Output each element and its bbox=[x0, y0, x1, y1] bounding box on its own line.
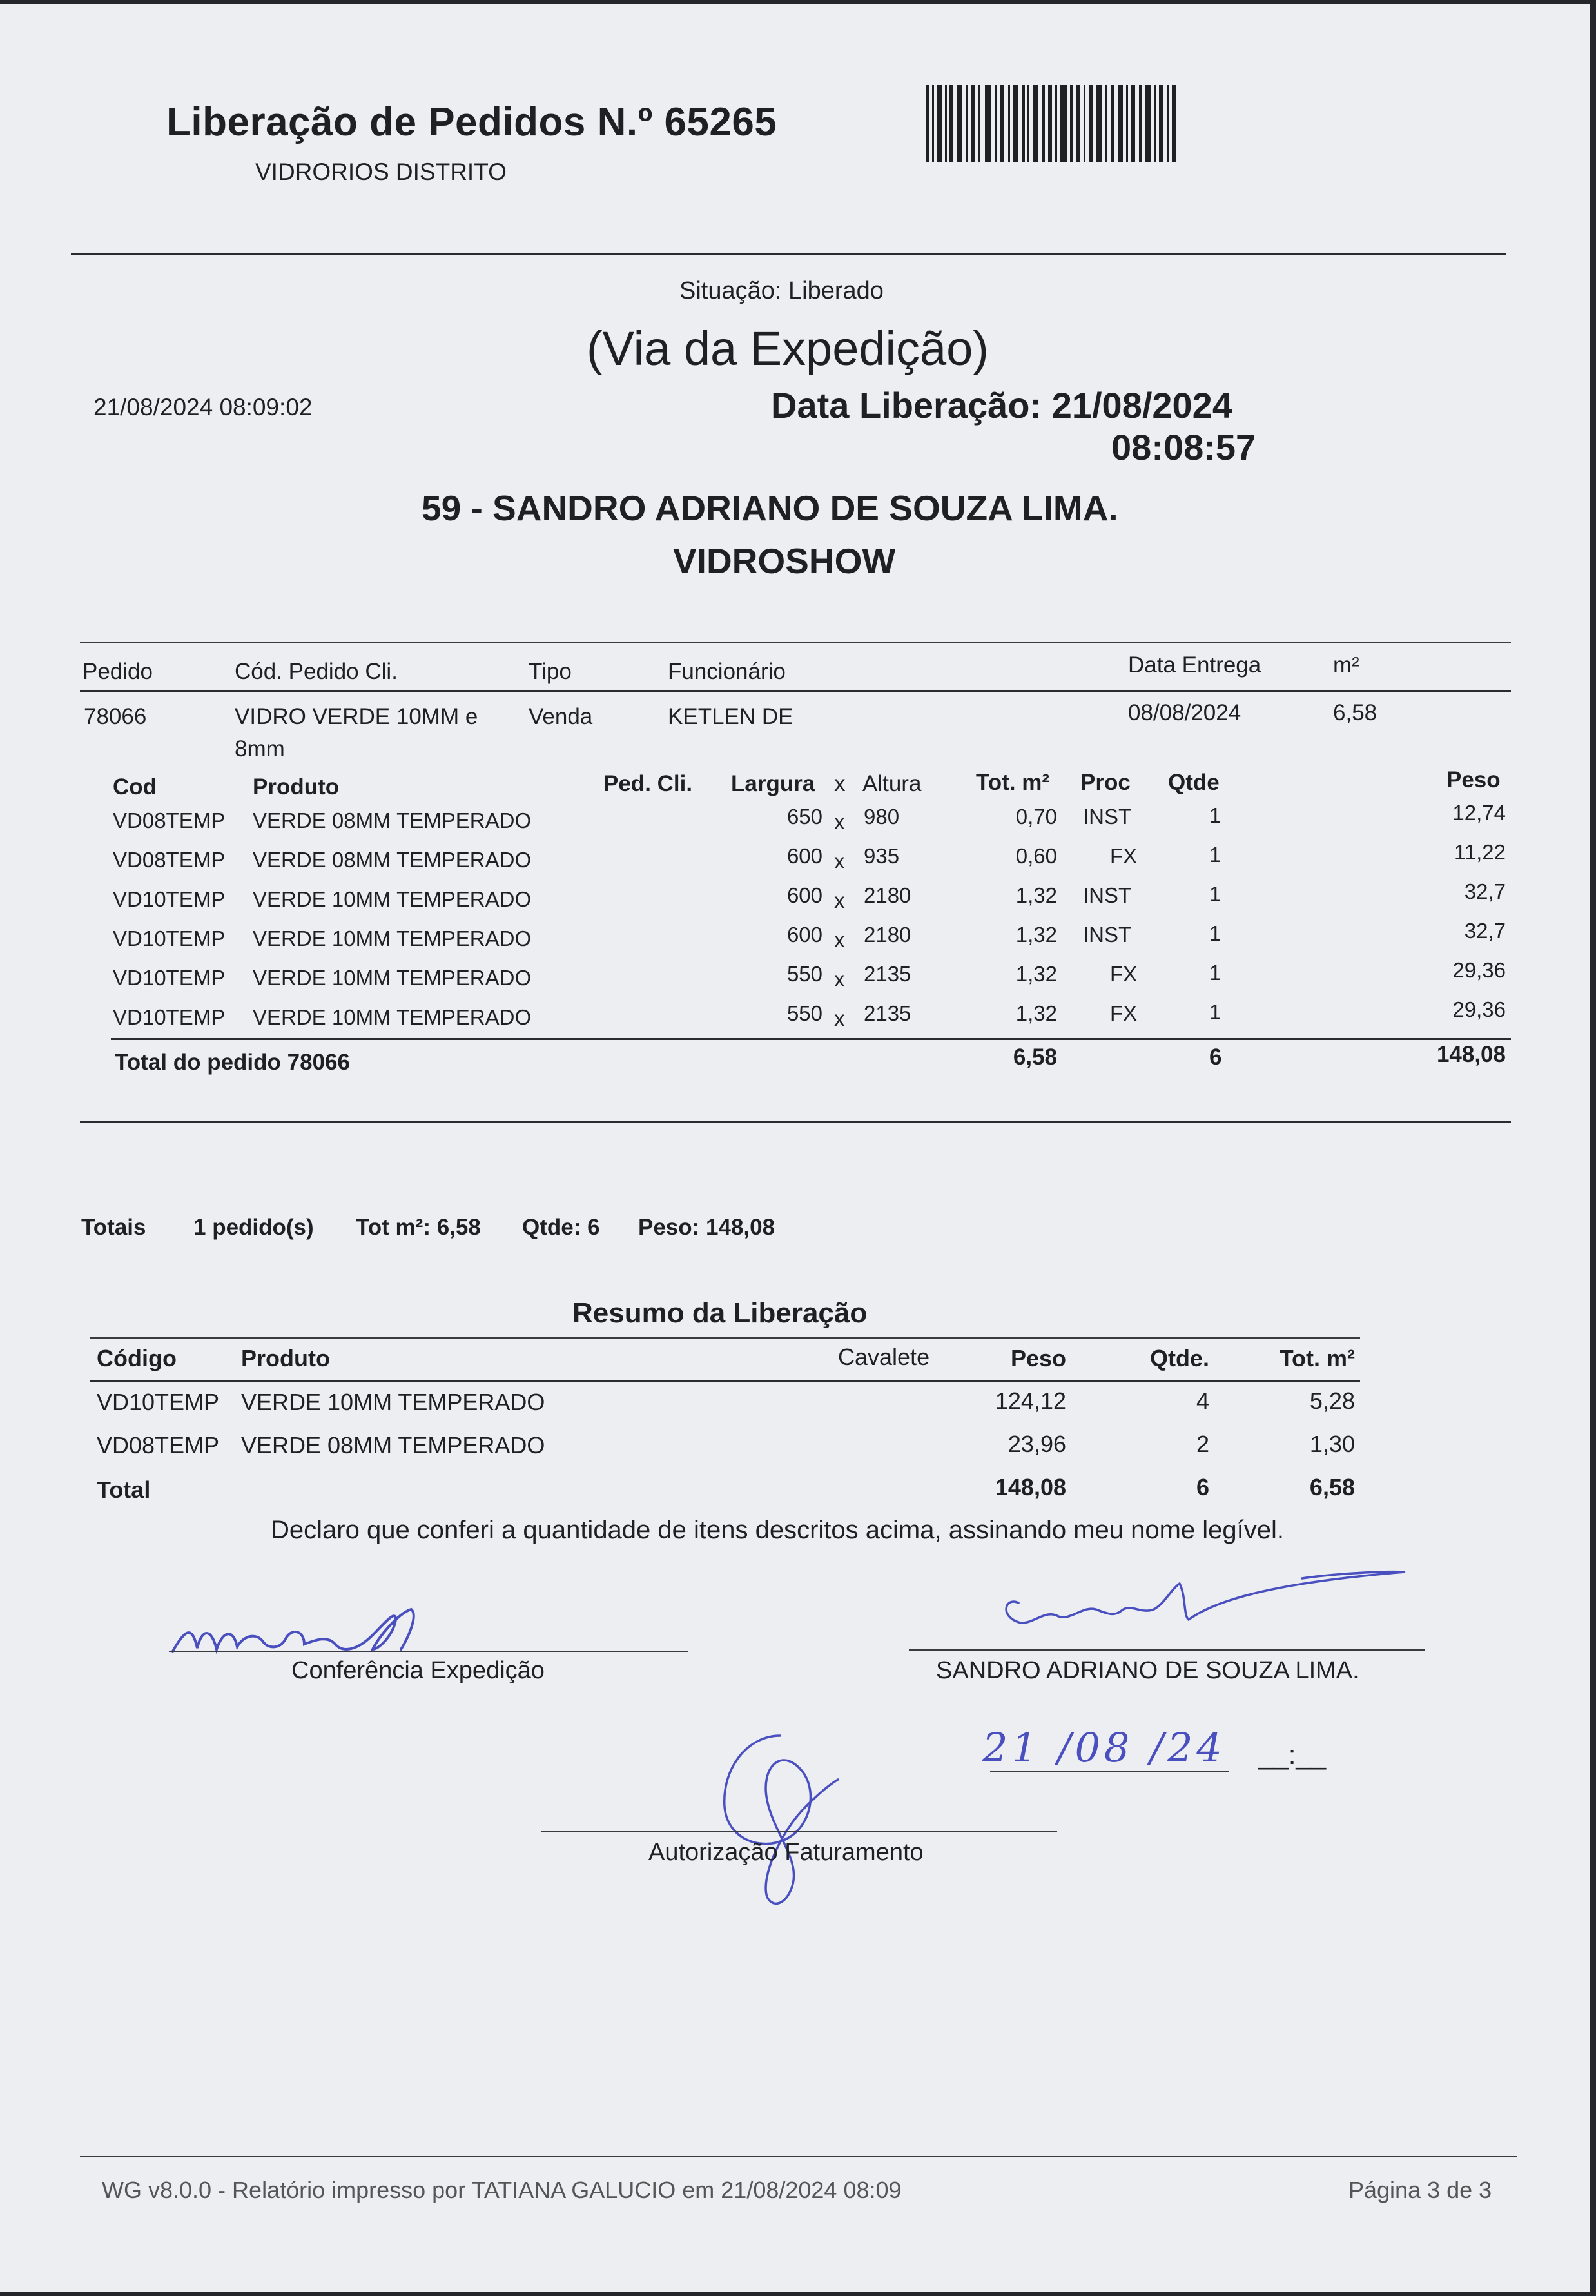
summary-codigo: VD10TEMP bbox=[97, 1389, 220, 1415]
item-proc: INST bbox=[1083, 923, 1132, 947]
totals-pedidos: 1 pedido(s) bbox=[193, 1215, 314, 1240]
summary-col-qtde: Qtde. bbox=[1149, 1345, 1209, 1371]
items-col-qtde: Qtde bbox=[1168, 770, 1220, 795]
item-largura: 650 bbox=[786, 805, 822, 829]
order-number: 78066 bbox=[84, 704, 147, 729]
item-tot-m2: 1,32 bbox=[1015, 883, 1057, 907]
col-cod-pedido-cli: Cód. Pedido Cli. bbox=[235, 659, 398, 684]
footer-page-number: Página 3 de 3 bbox=[1348, 2177, 1492, 2203]
order-employee: KETLEN DE bbox=[668, 704, 793, 729]
header-divider bbox=[71, 253, 1506, 255]
barcode-icon bbox=[926, 85, 1176, 162]
summary-qtde: 4 bbox=[1196, 1388, 1209, 1414]
handwritten-initials-autorizacao bbox=[709, 1729, 851, 1916]
items-col-cod: Cod bbox=[113, 774, 157, 800]
item-peso: 29,36 bbox=[1452, 958, 1506, 982]
summary-total-m2: 6,58 bbox=[1309, 1474, 1355, 1500]
item-largura: 600 bbox=[786, 883, 822, 907]
items-col-largura: Largura bbox=[731, 771, 815, 796]
item-proc: FX bbox=[1110, 962, 1138, 986]
item-peso: 32,7 bbox=[1464, 919, 1506, 943]
item-proc: FX bbox=[1110, 1001, 1138, 1025]
order-end-line bbox=[80, 1121, 1511, 1123]
col-m2: m² bbox=[1333, 652, 1359, 678]
signature-label-autorizacao: Autorização Faturamento bbox=[648, 1839, 924, 1866]
item-largura: 600 bbox=[786, 923, 822, 947]
order-header-top-line bbox=[80, 642, 1511, 643]
summary-peso: 23,96 bbox=[1007, 1431, 1066, 1457]
client-company: VIDROSHOW bbox=[673, 541, 896, 581]
item-tot-m2: 0,70 bbox=[1015, 805, 1057, 829]
item-tot-m2: 1,32 bbox=[1015, 1001, 1057, 1025]
summary-produto: VERDE 08MM TEMPERADO bbox=[241, 1432, 545, 1458]
footer-line bbox=[80, 2156, 1517, 2157]
status-situacao: Situação: Liberado bbox=[679, 277, 884, 304]
signature-line-autorizacao bbox=[541, 1831, 1057, 1832]
client-name: 59 - SANDRO ADRIANO DE SOUZA LIMA. bbox=[422, 488, 1118, 528]
order-client-code-cont: 8mm bbox=[235, 736, 285, 761]
totals-label: Totais bbox=[81, 1215, 146, 1240]
item-tot-m2: 1,32 bbox=[1015, 962, 1057, 986]
printed-at: 21/08/2024 08:09:02 bbox=[93, 394, 313, 420]
col-funcionario: Funcionário bbox=[668, 659, 786, 684]
summary-peso: 124,12 bbox=[995, 1388, 1066, 1414]
summary-tot-m2: 5,28 bbox=[1309, 1388, 1355, 1414]
item-x: x bbox=[834, 888, 845, 912]
item-qtde: 1 bbox=[1209, 961, 1221, 985]
item-qtde: 1 bbox=[1209, 921, 1221, 945]
summary-top-line bbox=[90, 1337, 1360, 1339]
handwritten-date: 21 /08 /24 bbox=[982, 1724, 1226, 1771]
item-qtde: 1 bbox=[1209, 803, 1221, 827]
summary-col-cavalete: Cavalete bbox=[838, 1344, 930, 1370]
order-client-code: VIDRO VERDE 10MM e bbox=[235, 704, 478, 729]
item-cod: VD10TEMP bbox=[113, 1005, 226, 1029]
item-proc: INST bbox=[1083, 883, 1132, 907]
item-x: x bbox=[834, 810, 845, 834]
item-altura: 2180 bbox=[864, 923, 911, 947]
item-altura: 935 bbox=[864, 844, 900, 868]
item-largura: 550 bbox=[786, 962, 822, 986]
summary-header-line bbox=[90, 1380, 1360, 1382]
summary-col-produto: Produto bbox=[241, 1345, 330, 1371]
item-altura: 2180 bbox=[864, 883, 911, 907]
handwritten-signature-cliente bbox=[993, 1558, 1418, 1648]
order-total-m2: 6,58 bbox=[1013, 1045, 1057, 1070]
declaration-text: Declaro que conferi a quantidade de itens descritos acima, assinando meu nome legível. bbox=[271, 1516, 1285, 1544]
order-m2: 6,58 bbox=[1333, 700, 1377, 725]
summary-produto: VERDE 10MM TEMPERADO bbox=[241, 1389, 545, 1415]
item-x: x bbox=[834, 849, 845, 873]
item-peso: 32,7 bbox=[1464, 879, 1506, 903]
item-peso: 11,22 bbox=[1454, 840, 1506, 864]
item-qtde: 1 bbox=[1209, 882, 1221, 906]
item-produto: VERDE 10MM TEMPERADO bbox=[253, 1005, 532, 1029]
item-produto: VERDE 10MM TEMPERADO bbox=[253, 966, 532, 990]
items-col-altura: Altura bbox=[862, 771, 922, 796]
item-produto: VERDE 08MM TEMPERADO bbox=[253, 809, 532, 832]
signature-line-conferencia bbox=[169, 1651, 688, 1652]
item-altura: 2135 bbox=[864, 1001, 911, 1025]
order-type: Venda bbox=[529, 704, 593, 729]
item-x: x bbox=[834, 928, 845, 952]
order-total-label: Total do pedido 78066 bbox=[115, 1050, 350, 1075]
signature-label-cliente: SANDRO ADRIANO DE SOUZA LIMA. bbox=[936, 1657, 1359, 1684]
summary-codigo: VD08TEMP bbox=[97, 1432, 220, 1458]
order-delivery-date: 08/08/2024 bbox=[1128, 700, 1241, 725]
summary-col-codigo: Código bbox=[97, 1345, 177, 1371]
handwritten-signature-conferencia bbox=[166, 1590, 527, 1667]
summary-title: Resumo da Liberação bbox=[572, 1297, 868, 1329]
item-cod: VD10TEMP bbox=[113, 927, 226, 950]
signature-label-conferencia: Conferência Expedição bbox=[291, 1657, 545, 1684]
col-pedido: Pedido bbox=[83, 659, 153, 684]
item-proc: INST bbox=[1083, 805, 1132, 829]
col-data-entrega: Data Entrega bbox=[1128, 652, 1261, 678]
document-page bbox=[0, 4, 1590, 2292]
items-col-proc: Proc bbox=[1080, 770, 1131, 795]
summary-col-peso: Peso bbox=[1010, 1345, 1066, 1371]
totals-qtde: Qtde: 6 bbox=[522, 1215, 600, 1240]
items-col-x: x bbox=[834, 771, 846, 796]
item-proc: FX bbox=[1110, 844, 1138, 868]
document-title: Liberação de Pedidos N.º 65265 bbox=[166, 100, 777, 144]
item-produto: VERDE 08MM TEMPERADO bbox=[253, 848, 532, 872]
item-produto: VERDE 10MM TEMPERADO bbox=[253, 927, 532, 950]
item-tot-m2: 1,32 bbox=[1015, 923, 1057, 947]
company-name: VIDRORIOS DISTRITO bbox=[255, 159, 507, 185]
item-cod: VD08TEMP bbox=[113, 809, 226, 832]
summary-total-peso: 148,08 bbox=[995, 1474, 1066, 1500]
release-time: 08:08:57 bbox=[1111, 427, 1256, 467]
items-col-ped-cli: Ped. Cli. bbox=[603, 771, 693, 796]
item-peso: 29,36 bbox=[1452, 997, 1506, 1021]
items-col-tot-m2: Tot. m² bbox=[976, 770, 1050, 795]
totals-peso: Peso: 148,08 bbox=[638, 1215, 775, 1240]
totals-m2: Tot m²: 6,58 bbox=[356, 1215, 481, 1240]
item-largura: 600 bbox=[786, 844, 822, 868]
item-qtde: 1 bbox=[1209, 843, 1221, 867]
item-tot-m2: 0,60 bbox=[1015, 844, 1057, 868]
summary-tot-m2: 1,30 bbox=[1309, 1431, 1355, 1457]
item-altura: 980 bbox=[864, 805, 900, 829]
items-col-peso: Peso bbox=[1446, 767, 1501, 792]
order-header-bottom-line bbox=[80, 690, 1511, 692]
summary-total-qtde: 6 bbox=[1196, 1474, 1209, 1500]
order-total-line bbox=[111, 1038, 1511, 1040]
col-tipo: Tipo bbox=[529, 659, 572, 684]
item-produto: VERDE 10MM TEMPERADO bbox=[253, 887, 532, 911]
date-underline bbox=[990, 1771, 1229, 1772]
item-x: x bbox=[834, 1006, 845, 1030]
order-total-qtde: 6 bbox=[1209, 1045, 1222, 1070]
summary-qtde: 2 bbox=[1196, 1431, 1209, 1457]
copy-type: (Via da Expedição) bbox=[587, 322, 989, 375]
time-blank: __:__ bbox=[1258, 1740, 1327, 1770]
item-qtde: 1 bbox=[1209, 1000, 1221, 1024]
item-largura: 550 bbox=[786, 1001, 822, 1025]
signature-line-cliente bbox=[909, 1649, 1425, 1651]
summary-total-label: Total bbox=[97, 1477, 151, 1503]
items-col-produto: Produto bbox=[253, 774, 340, 800]
item-peso: 12,74 bbox=[1452, 801, 1506, 825]
summary-col-tot-m2: Tot. m² bbox=[1279, 1345, 1355, 1371]
item-cod: VD10TEMP bbox=[113, 966, 226, 990]
release-date: Data Liberação: 21/08/2024 bbox=[771, 385, 1232, 426]
order-total-peso: 148,08 bbox=[1436, 1042, 1506, 1067]
item-cod: VD08TEMP bbox=[113, 848, 226, 872]
item-cod: VD10TEMP bbox=[113, 887, 226, 911]
footer-print-info: WG v8.0.0 - Relatório impresso por TATIANA GALUCIO em 21/08/2024 08:09 bbox=[102, 2177, 902, 2203]
item-x: x bbox=[834, 967, 845, 991]
item-altura: 2135 bbox=[864, 962, 911, 986]
